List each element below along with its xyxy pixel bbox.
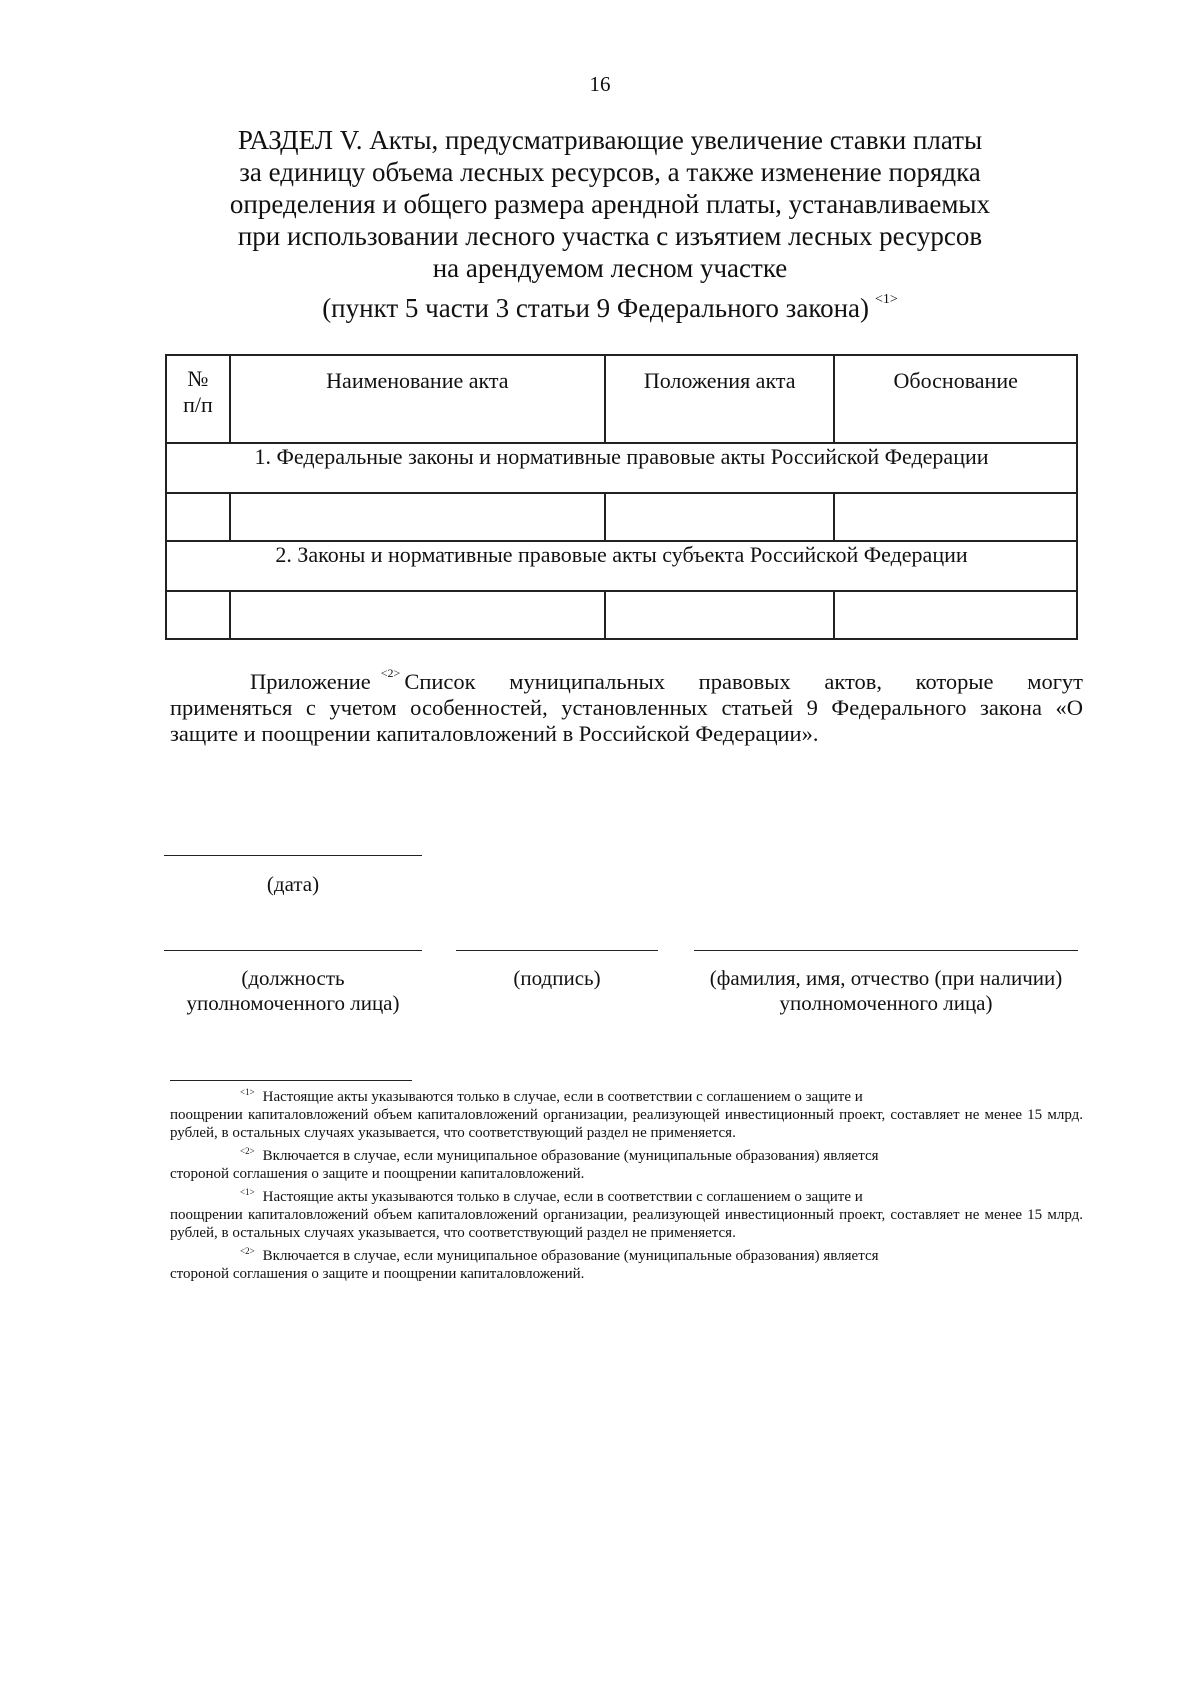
appendix-line1-rest: Список муниципальных правовых актов, которые могут	[404, 669, 1083, 694]
footnote-mark: <1>	[240, 1087, 255, 1097]
footnote	[170, 1083, 1083, 1142]
fullname-label-line1: (фамилия, имя, отчество (при наличии)	[709, 966, 1063, 990]
appendix-line-2: применяться с учетом особенностей, установленных статьей 9 Федерального закона «О	[170, 695, 1083, 720]
signature-line	[456, 950, 658, 951]
table-cell	[166, 591, 230, 639]
title-line-with-footnote	[170, 284, 1050, 324]
section-federal: 1. Федеральные законы и нормативные правовые акты Российской Федерации	[166, 443, 1077, 493]
footnote-text: Настоящие акты указываются только в случае, если в соответствии с соглашением о защите и	[262, 1189, 863, 1205]
position-label-line1: (должность	[241, 966, 345, 990]
date-line	[164, 855, 422, 856]
footnote-text: Включается в случае, если муниципальное образование (муниципальные образования) является	[262, 1148, 879, 1164]
title-line: при использовании лесного участка с изъятием лесных ресурсов	[237, 221, 983, 251]
table-cell	[834, 493, 1077, 541]
table-row	[166, 591, 1077, 639]
fullname-line	[694, 950, 1078, 951]
footnote-mark: <2>	[240, 1246, 255, 1256]
table-header-row	[166, 355, 1077, 443]
footnote-mark: <1>	[875, 292, 898, 307]
position-label	[164, 966, 422, 1016]
footnote-rest: стороной соглашения о защите и поощрении капиталовложений.	[170, 1266, 585, 1282]
appendix-label: Приложение	[250, 669, 371, 694]
table-cell	[230, 591, 605, 639]
table-section-row	[166, 443, 1077, 493]
title-line: на арендуемом лесном участке	[432, 253, 788, 283]
title-line: определения и общего размера арендной платы, устанавливаемых	[229, 189, 991, 219]
fullname-label	[694, 966, 1078, 1016]
footnote-rest: стороной соглашения о защите и поощрении капиталовложений.	[170, 1166, 585, 1182]
footnote-rest: поощрении капиталовложений объем капиталовложений организации, реализующей инвестиционный проект, составляет не менее 15 млрд. рублей, в остальных случаях указывается, что соответствующий раздел не применяется.	[170, 1207, 1083, 1241]
table-cell	[166, 493, 230, 541]
footnote-first-line	[170, 1183, 1083, 1206]
table-cell	[230, 493, 605, 541]
position-line	[164, 950, 422, 951]
date-label: (дата)	[266, 872, 320, 896]
footnote-first-line	[170, 1142, 1083, 1165]
footnote-text: Настоящие акты указываются только в случае, если в соответствии с соглашением о защите и	[262, 1089, 863, 1105]
footnote-separator	[170, 1080, 412, 1081]
acts-table	[165, 354, 1078, 640]
footnotes	[170, 1083, 1083, 1283]
table-section-row	[166, 541, 1077, 591]
footnote	[170, 1183, 1083, 1242]
signature-label: (подпись)	[513, 966, 601, 990]
section-title	[170, 124, 1050, 324]
header-act-provisions: Положения акта	[605, 355, 835, 443]
footnote	[170, 1242, 1083, 1283]
table-cell	[605, 493, 835, 541]
section-regional: 2. Законы и нормативные правовые акты субъекта Российской Федерации	[166, 541, 1077, 591]
header-number-line1: №	[187, 366, 209, 391]
title-line: (пункт 5 части 3 статьи 9 Федерального закона)	[322, 293, 870, 323]
header-justification: Обоснование	[834, 355, 1077, 443]
fullname-label-line2: уполномоченного лица)	[779, 991, 993, 1015]
appendix-line-3: защите и поощрении капиталовложений в Российской Федерации».	[170, 721, 819, 746]
header-number-line2: п/п	[183, 392, 213, 417]
appendix-line-1	[170, 660, 1083, 695]
footnote-rest: поощрении капиталовложений объем капиталовложений организации, реализующей инвестиционный проект, составляет не менее 15 млрд. рублей, в остальных случаях указывается, что соответствующий раздел не применяется.	[170, 1107, 1083, 1141]
appendix-paragraph	[170, 660, 1083, 747]
footnote-mark: <1>	[240, 1187, 255, 1197]
table-row	[166, 493, 1077, 541]
footnote-first-line	[170, 1242, 1083, 1265]
title-line: за единицу объема лесных ресурсов, а также изменение порядка	[239, 157, 981, 187]
appendix-mark: <2>	[380, 666, 401, 680]
footnote-text: Включается в случае, если муниципальное образование (муниципальные образования) является	[262, 1248, 879, 1264]
header-act-name: Наименование акта	[230, 355, 605, 443]
page-number: 16	[589, 72, 611, 96]
footnote-mark: <2>	[240, 1146, 255, 1156]
table-cell	[605, 591, 835, 639]
title-line: РАЗДЕЛ V. Акты, предусматривающие увеличение ставки платы	[237, 125, 983, 155]
header-number	[166, 355, 230, 443]
footnote-first-line	[170, 1083, 1083, 1106]
footnote	[170, 1142, 1083, 1183]
position-label-line2: уполномоченного лица)	[186, 991, 400, 1015]
table-cell	[834, 591, 1077, 639]
